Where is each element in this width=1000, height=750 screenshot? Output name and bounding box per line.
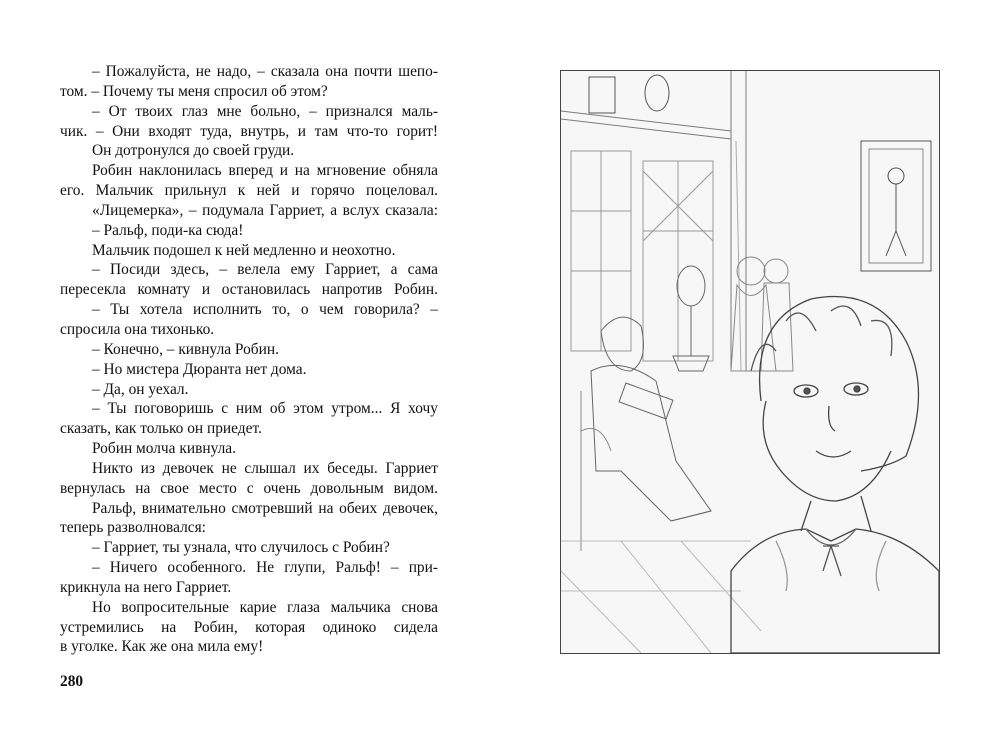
wall-portrait bbox=[861, 141, 931, 271]
text-line: «Лицемерка», – подумала Гарриет, а вслух сказала: bbox=[92, 201, 438, 219]
text-line: Он дотронулся до своей груди. bbox=[92, 142, 295, 160]
text-line: Никто из девочек не слышал их беседы. Гарриет bbox=[92, 459, 438, 477]
text-line: его. Мальчик прильнул к ней и горячо поцеловал. bbox=[60, 182, 438, 200]
text-line: – Ты хотела исполнить то, о чем говорила? – bbox=[92, 301, 438, 319]
text-line: вернулась на свое место с очень довольным видом. bbox=[60, 479, 438, 497]
pencil-illustration bbox=[560, 70, 940, 654]
text-line: Робин наклонилась вперед и на мгновение обняла bbox=[92, 162, 438, 180]
text-line: – Ты поговоришь с ним об этом утром... Я хочу bbox=[92, 400, 438, 418]
text-line: крикнула на него Гарриет. bbox=[60, 578, 232, 596]
text-line: – Гарриет, ты узнала, что случилось с Робин? bbox=[92, 539, 390, 557]
text-line: том. – Почему ты меня спросил об этом? bbox=[60, 82, 328, 100]
text-page bbox=[60, 62, 438, 657]
text-line: сказать, как только он приедет. bbox=[60, 420, 262, 438]
text-line: – Конечно, – кивнула Робин. bbox=[92, 340, 279, 358]
page-number: 280 bbox=[60, 673, 84, 690]
column bbox=[731, 71, 746, 371]
text-line: Но вопросительные карие глаза мальчика снова bbox=[92, 598, 438, 616]
text-line: – Да, он уехал. bbox=[92, 380, 189, 398]
mantel-shelf bbox=[561, 75, 731, 139]
text-line: – Ральф, поди-ка сюда! bbox=[92, 221, 244, 239]
text-line: Ральф, внимательно смотревший на обеих девочек, bbox=[92, 499, 438, 517]
text-line: в уголке. Как же она мила ему! bbox=[60, 638, 264, 656]
text-line: устремились на Робин, которая одиноко сидела bbox=[60, 618, 438, 636]
text-line: – Но мистера Дюранта нет дома. bbox=[92, 360, 307, 378]
text-line: – От твоих глаз мне больно, – признался маль- bbox=[92, 102, 438, 120]
text-line: Мальчик подошел к ней медленно и неохотно. bbox=[92, 241, 396, 259]
text-line: спросила она тихонько. bbox=[60, 320, 215, 338]
text-line: – Пожалуйста, не надо, – сказала она почти шепо- bbox=[92, 63, 438, 80]
text-line: Робин молча кивнула. bbox=[92, 440, 236, 458]
text-line: теперь разволновался: bbox=[60, 519, 206, 537]
text-line: – Ничего особенного. Не глупи, Ральф! – при- bbox=[92, 559, 438, 577]
text-line: пересекла комнату и остановилась напротив Робин. bbox=[60, 281, 438, 299]
text-line: – Посиди здесь, – велела ему Гарриет, а сама bbox=[92, 261, 438, 279]
text-line: чик. – Они входят туда, внутрь, и там что-то горит! bbox=[60, 122, 438, 140]
